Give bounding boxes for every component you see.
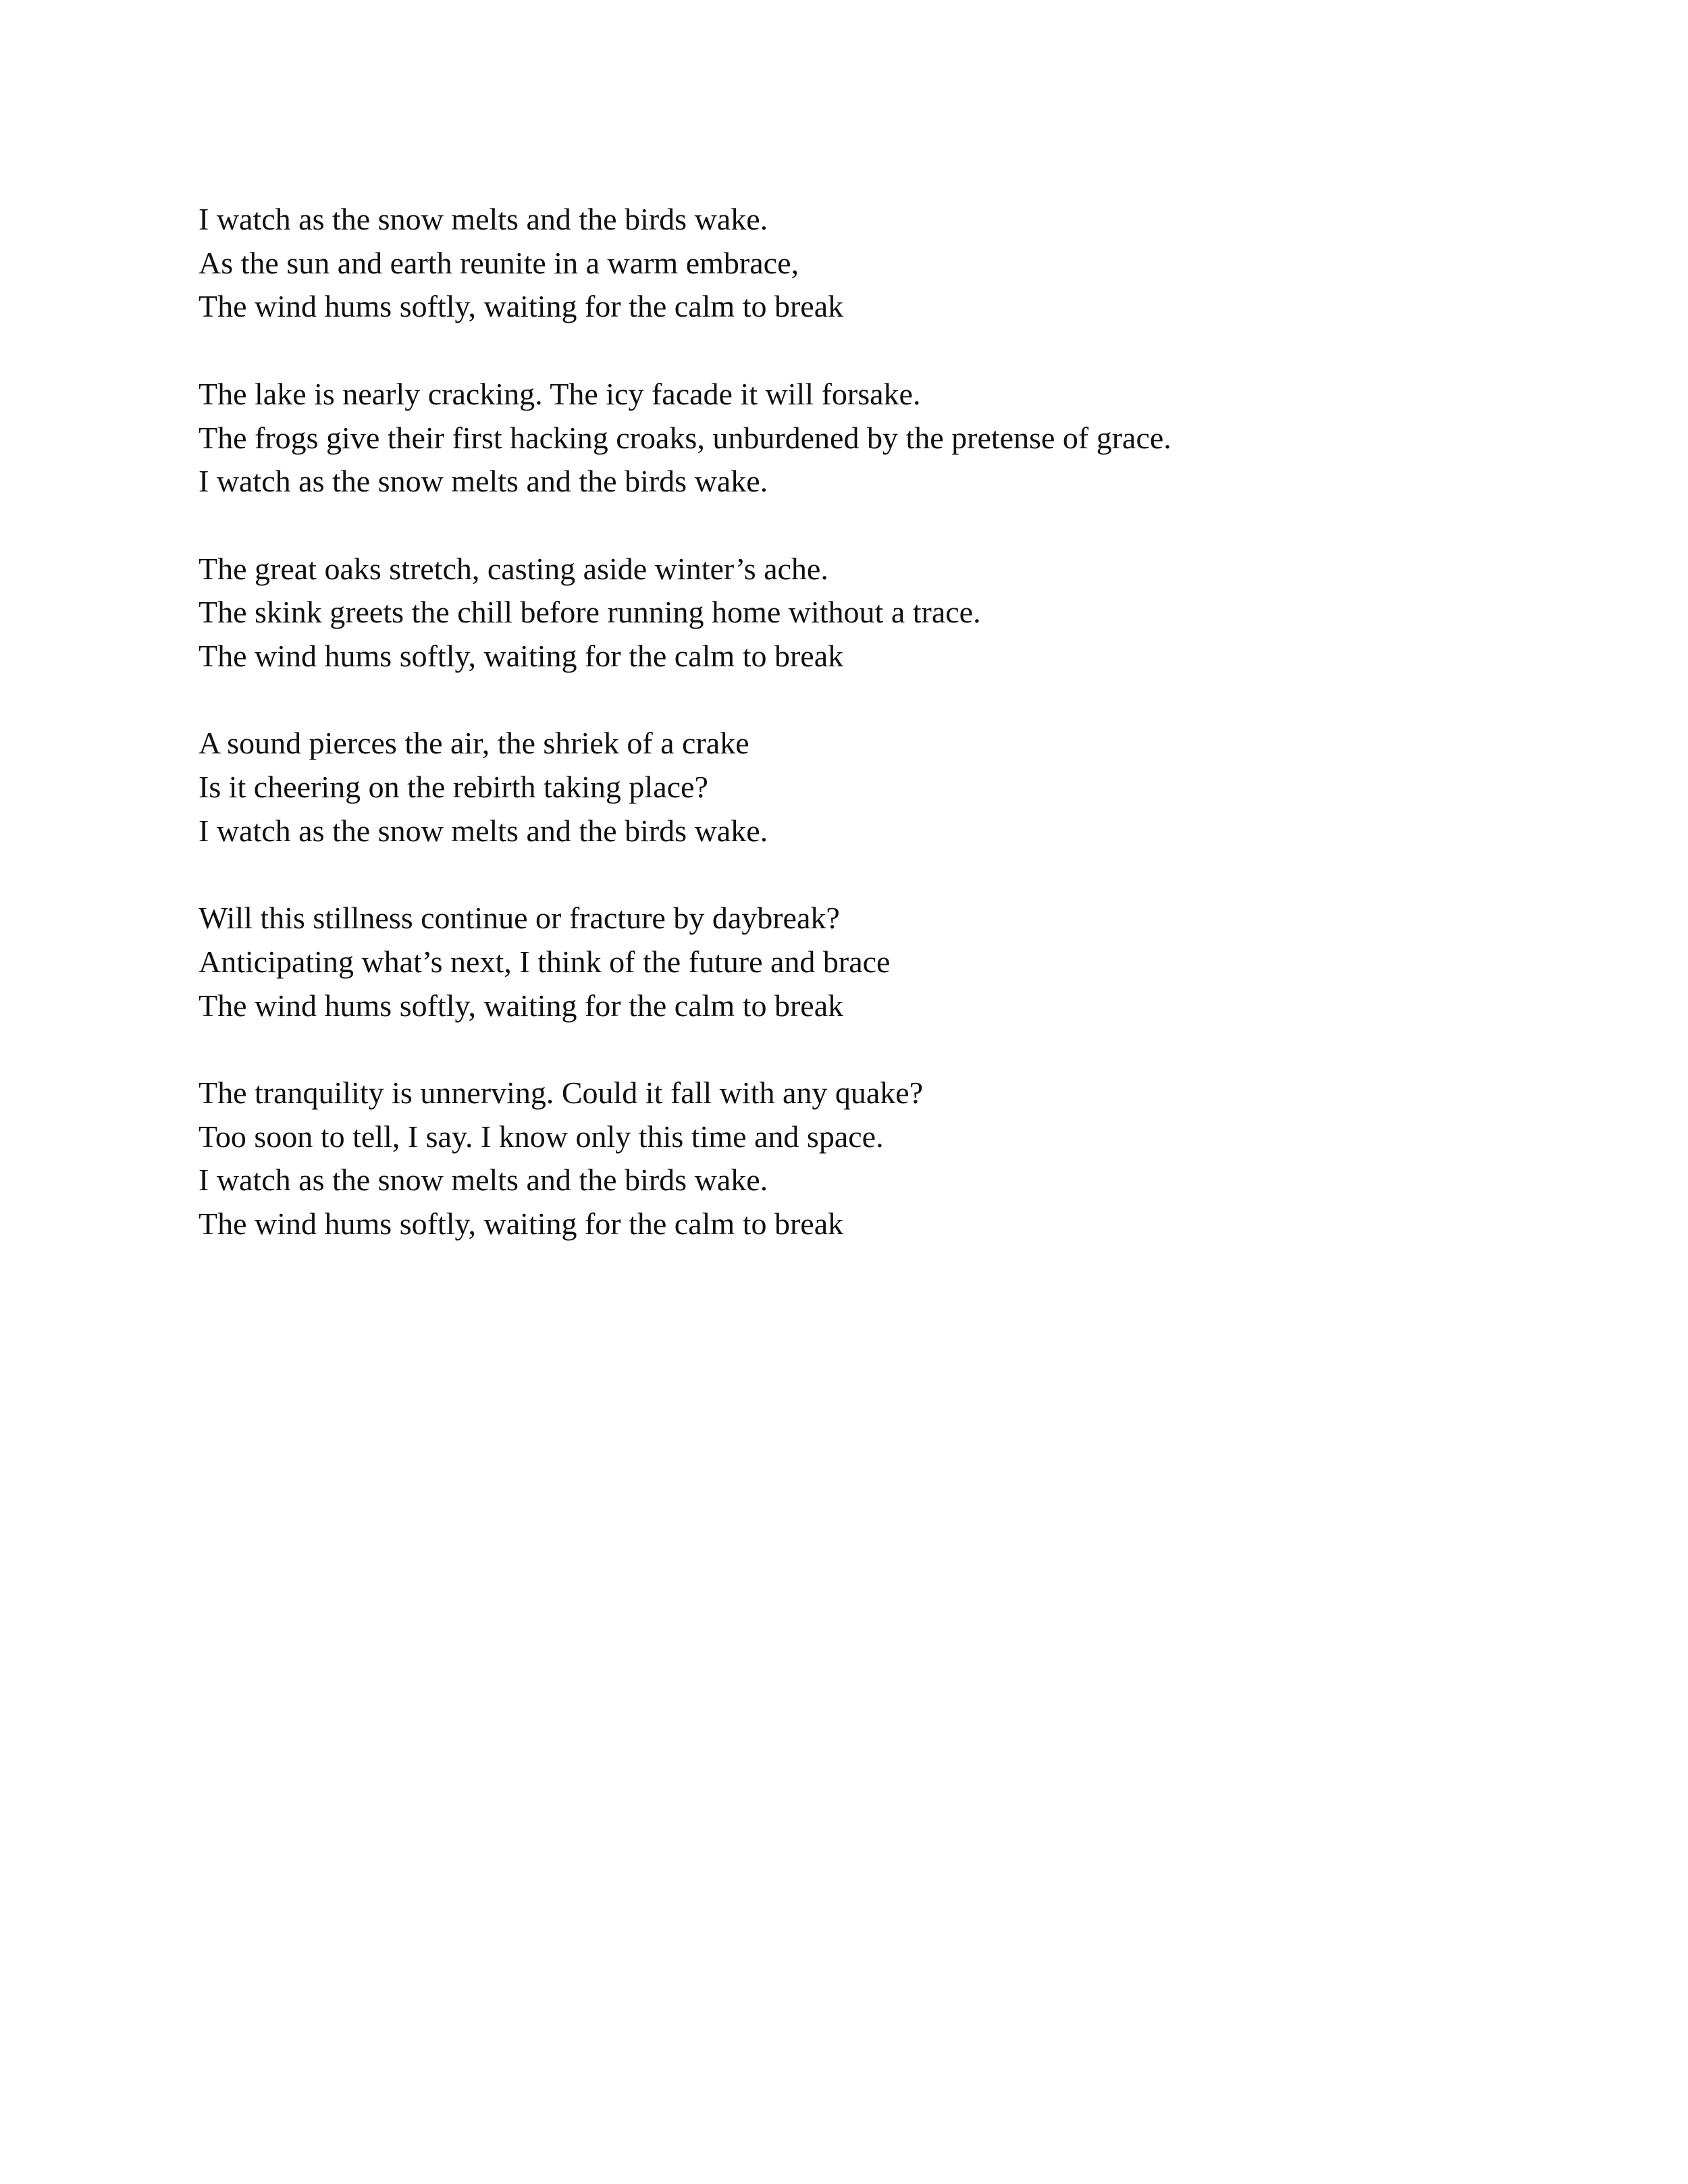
poem-line: A sound pierces the air, the shriek of a crake bbox=[199, 726, 749, 761]
poem-line: As the sun and earth reunite in a warm embrace, bbox=[199, 245, 799, 280]
poem-line: The skink greets the chill before running home without a trace. bbox=[199, 595, 981, 630]
poem-line: Will this stillness continue or fracture by daybreak? bbox=[199, 901, 840, 936]
stanza-6 bbox=[199, 1071, 1549, 1246]
poem-line: The lake is nearly cracking. The icy facade it will forsake. bbox=[199, 376, 921, 411]
poem-line: Is it cheering on the rebirth taking place? bbox=[199, 770, 708, 805]
poem-line: I watch as the snow melts and the birds wake. bbox=[199, 202, 768, 236]
poem-line: Too soon to tell, I say. I know only this time and space. bbox=[199, 1119, 884, 1154]
poem-line: Anticipating what’s next, I think of the future and brace bbox=[199, 944, 891, 979]
stanza-3 bbox=[199, 548, 1549, 678]
stanza-4 bbox=[199, 722, 1549, 853]
poem-line: I watch as the snow melts and the birds wake. bbox=[199, 813, 768, 848]
poem-line: The wind hums softly, waiting for the calm to break bbox=[199, 639, 844, 673]
poem-line: The wind hums softly, waiting for the calm to break bbox=[199, 1206, 844, 1242]
stanza-2 bbox=[199, 373, 1549, 504]
stanza-1 bbox=[199, 198, 1549, 329]
poem-line: I watch as the snow melts and the birds wake. bbox=[199, 464, 768, 499]
stanza-5 bbox=[199, 897, 1549, 1028]
poem-line: The wind hums softly, waiting for the calm to break bbox=[199, 988, 844, 1023]
poem-line: The frogs give their first hacking croaks, unburdened by the pretense of grace. bbox=[199, 420, 1171, 455]
poem-body bbox=[199, 198, 1549, 1289]
poem-line: I watch as the snow melts and the birds wake. bbox=[199, 1163, 768, 1198]
poem-line: The wind hums softly, waiting for the calm to break bbox=[199, 289, 844, 324]
poem-line: The great oaks stretch, casting aside winter’s ache. bbox=[199, 551, 828, 586]
poem-line: The tranquility is unnerving. Could it fall with any quake? bbox=[199, 1075, 924, 1110]
